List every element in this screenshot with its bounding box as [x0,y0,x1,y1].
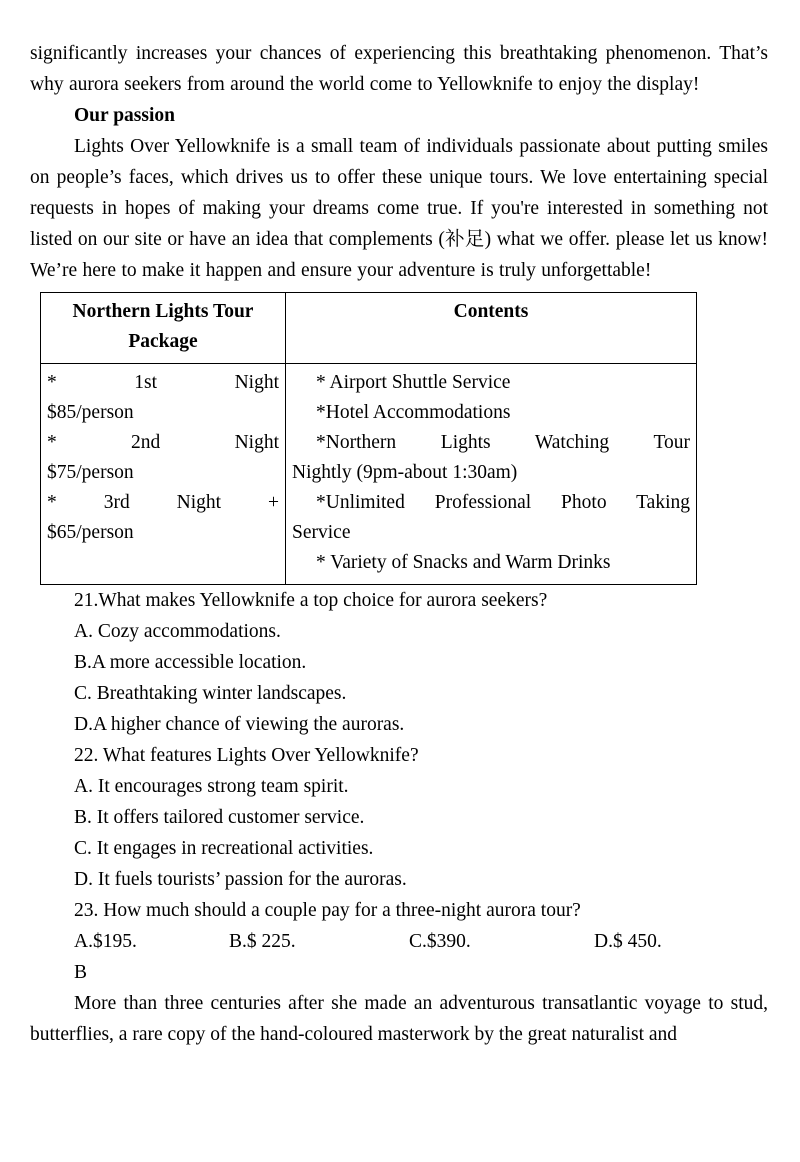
question-22-option-b[interactable]: B. It offers tailored customer service. [74,807,365,828]
opening-paragraph: significantly increases your chances of experiencing this breathtaking phenomenon. That’s why aurora seekers from around the world come to Yellowknife to enjoy the display! [30,43,768,95]
contents-item-7: * Variety of Snacks and Warm Drinks [316,552,611,573]
question-22-option-d[interactable]: D. It fuels tourists’ passion for the auroras. [74,869,407,890]
package-night-2: 2nd [131,432,161,453]
contents-item-3: *Northern Lights Watching Tour [316,432,690,453]
question-23-option-b[interactable]: B.$ 225. [229,931,296,952]
header-contents: Contents [286,293,697,364]
table-body-row [41,364,697,585]
question-22-option-c[interactable]: C. It engages in recreational activities. [74,838,374,859]
question-21-option-c[interactable]: C. Breathtaking winter landscapes. [74,683,347,704]
package-star-3: * [47,492,57,513]
package-night-3: 3rd [103,492,130,513]
question-21 [74,585,768,740]
closing-paragraph: More than three centuries after she made an adventurous transatlantic voyage to stud, butterflies, a rare copy of the hand-coloured masterwork by the great naturalist and [30,993,768,1045]
package-price-1: $85/person [47,402,134,423]
question-22 [74,740,768,895]
table-header-row [41,293,697,364]
contents-item-2: *Hotel Accommodations [316,402,511,423]
package-star-2: * [47,432,57,453]
question-23-option-d[interactable]: D.$ 450. [594,931,662,952]
contents-item-4: Nightly (9pm-about 1:30am) [292,462,518,483]
header-package-line2: Package [128,331,198,352]
package-plus-3: + [268,492,280,513]
package-nightword-1: Night [234,372,279,393]
question-21-option-a[interactable]: A. Cozy accommodations. [74,621,281,642]
package-row-2 [47,428,279,458]
package-price-3: $65/person [47,522,134,543]
question-21-stem: 21.What makes Yellowknife a top choice for aurora seekers? [74,590,548,611]
section-subheading: Our passion [74,105,175,126]
contents-item-1: * Airport Shuttle Service [316,372,511,393]
contents-item-6: Service [292,522,351,543]
question-23 [74,895,768,926]
package-nightword-3: Night [176,492,222,513]
passion-paragraph: Lights Over Yellowknife is a small team of individuals passionate about putting smiles on people’s faces, which drives us to offer these unique tours. We love entertaining special requests in hopes of making your dreams come true. If you're interested in something not listed on our site or have an idea that complements (补足) what we offer. please let us know! We’re here to make it happen and ensure your adventure is truly unforgettable! [30,136,768,281]
package-star-1: * [47,372,57,393]
header-package [41,293,286,364]
contents-cell [286,364,697,585]
question-21-option-d[interactable]: D.A higher chance of viewing the auroras. [74,714,405,735]
tour-package-table [40,292,697,585]
question-22-stem: 22. What features Lights Over Yellowknife? [74,745,419,766]
question-23-stem: 23. How much should a couple pay for a three-night aurora tour? [74,900,581,921]
contents-item-5: *Unlimited Professional Photo Taking [316,492,690,513]
answer-marker: B [74,962,88,983]
header-package-line1: Northern Lights Tour [72,301,254,322]
question-23-option-c[interactable]: C.$390. [409,931,471,952]
question-23-option-a[interactable]: A.$195. [74,931,137,952]
question-23-options [74,926,768,957]
package-row-3 [47,488,279,518]
package-price-2: $75/person [47,462,134,483]
package-nightword-2: Night [234,432,280,453]
question-22-option-a[interactable]: A. It encourages strong team spirit. [74,776,349,797]
question-21-option-b[interactable]: B.A more accessible location. [74,652,307,673]
package-night-1: 1st [134,372,158,393]
package-cell [41,364,286,585]
package-row-1 [47,368,279,398]
